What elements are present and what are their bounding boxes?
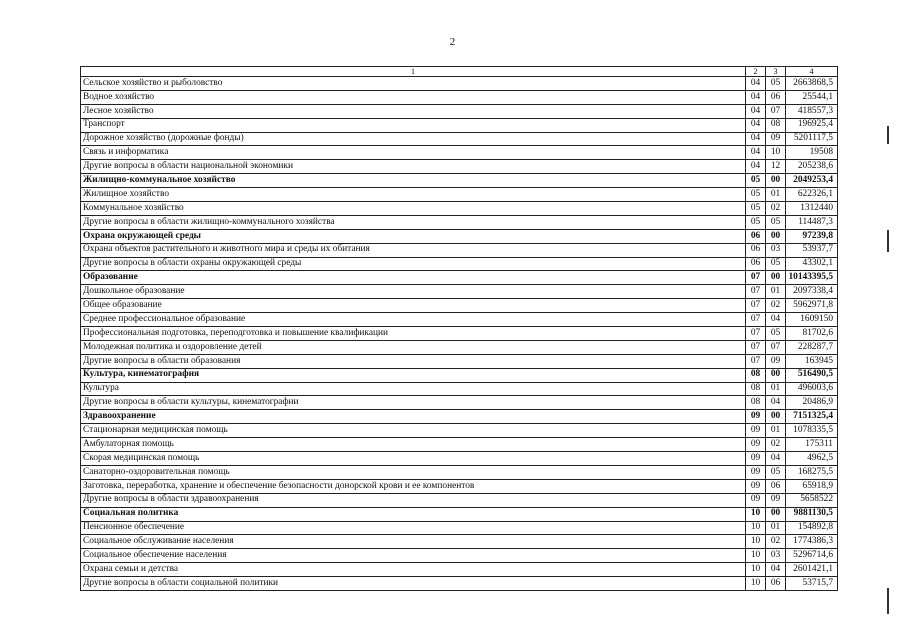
page-number: 2 bbox=[449, 36, 456, 48]
row-subsection-code: 04 bbox=[766, 452, 786, 466]
row-subsection-code: 05 bbox=[766, 215, 786, 229]
row-section-code: 06 bbox=[746, 229, 766, 243]
row-name: Скорая медицинская помощь bbox=[81, 452, 746, 466]
row-amount: 5201117,5 bbox=[786, 132, 838, 146]
table-row bbox=[81, 438, 838, 452]
table-row bbox=[81, 160, 838, 174]
row-name: Сельское хозяйство и рыболовство bbox=[81, 77, 746, 91]
row-name: Другие вопросы в области здравоохранения bbox=[81, 493, 746, 507]
row-subsection-code: 00 bbox=[766, 410, 786, 424]
row-subsection-code: 10 bbox=[766, 146, 786, 160]
row-name: Другие вопросы в области культуры, кинематографии bbox=[81, 396, 746, 410]
row-name: Охрана семьи и детства bbox=[81, 563, 746, 577]
row-section-code: 09 bbox=[746, 479, 766, 493]
row-subsection-code: 07 bbox=[766, 104, 786, 118]
row-section-code: 04 bbox=[746, 118, 766, 132]
row-section-code: 09 bbox=[746, 493, 766, 507]
scan-mark bbox=[887, 588, 889, 614]
row-name: Другие вопросы в области охраны окружающей среды bbox=[81, 257, 746, 271]
row-section-code: 10 bbox=[746, 549, 766, 563]
table-row bbox=[81, 299, 838, 313]
row-subsection-code: 00 bbox=[766, 368, 786, 382]
table-row bbox=[81, 368, 838, 382]
row-section-code: 04 bbox=[746, 132, 766, 146]
table-row bbox=[81, 77, 838, 91]
row-name: Другие вопросы в области социальной политики bbox=[81, 577, 746, 591]
row-section-code: 09 bbox=[746, 452, 766, 466]
row-amount: 19508 bbox=[786, 146, 838, 160]
row-amount: 4962,5 bbox=[786, 452, 838, 466]
table-row bbox=[81, 549, 838, 563]
row-subsection-code: 09 bbox=[766, 493, 786, 507]
row-section-code: 07 bbox=[746, 354, 766, 368]
table-row bbox=[81, 563, 838, 577]
header-col-subsection: 3 bbox=[766, 67, 786, 77]
row-amount: 496003,6 bbox=[786, 382, 838, 396]
row-subsection-code: 05 bbox=[766, 327, 786, 341]
row-section-code: 09 bbox=[746, 424, 766, 438]
row-name: Здравоохранение bbox=[81, 410, 746, 424]
row-name: Среднее профессиональное образование bbox=[81, 313, 746, 327]
row-subsection-code: 00 bbox=[766, 174, 786, 188]
row-amount: 1078335,5 bbox=[786, 424, 838, 438]
row-amount: 163945 bbox=[786, 354, 838, 368]
row-section-code: 07 bbox=[746, 299, 766, 313]
row-section-code: 05 bbox=[746, 174, 766, 188]
row-name: Амбулаторная помощь bbox=[81, 438, 746, 452]
table-row bbox=[81, 507, 838, 521]
row-subsection-code: 00 bbox=[766, 271, 786, 285]
row-amount: 2663868,5 bbox=[786, 77, 838, 91]
row-name: Коммунальное хозяйство bbox=[81, 202, 746, 216]
row-amount: 9881130,5 bbox=[786, 507, 838, 521]
table-header-row bbox=[81, 67, 838, 77]
row-subsection-code: 09 bbox=[766, 354, 786, 368]
row-amount: 97239,8 bbox=[786, 229, 838, 243]
row-name: Общее образование bbox=[81, 299, 746, 313]
table-row bbox=[81, 243, 838, 257]
table-row bbox=[81, 90, 838, 104]
row-amount: 25544,1 bbox=[786, 90, 838, 104]
row-section-code: 08 bbox=[746, 382, 766, 396]
row-amount: 114487,3 bbox=[786, 215, 838, 229]
table-row bbox=[81, 174, 838, 188]
row-amount: 2601421,1 bbox=[786, 563, 838, 577]
row-name: Культура bbox=[81, 382, 746, 396]
row-name: Санаторно-оздоровительная помощь bbox=[81, 465, 746, 479]
row-subsection-code: 02 bbox=[766, 535, 786, 549]
header-col-name: 1 bbox=[81, 67, 746, 77]
row-amount: 516490,5 bbox=[786, 368, 838, 382]
table-row bbox=[81, 257, 838, 271]
row-name: Лесное хозяйство bbox=[81, 104, 746, 118]
row-section-code: 09 bbox=[746, 465, 766, 479]
row-section-code: 09 bbox=[746, 410, 766, 424]
row-name: Дорожное хозяйство (дорожные фонды) bbox=[81, 132, 746, 146]
row-amount: 81702,6 bbox=[786, 327, 838, 341]
row-subsection-code: 04 bbox=[766, 396, 786, 410]
row-amount: 418557,3 bbox=[786, 104, 838, 118]
row-amount: 5962971,8 bbox=[786, 299, 838, 313]
row-section-code: 06 bbox=[746, 257, 766, 271]
row-section-code: 04 bbox=[746, 77, 766, 91]
row-name: Охрана окружающей среды bbox=[81, 229, 746, 243]
row-section-code: 05 bbox=[746, 202, 766, 216]
row-name: Социальное обслуживание населения bbox=[81, 535, 746, 549]
row-amount: 1774386,3 bbox=[786, 535, 838, 549]
row-section-code: 06 bbox=[746, 243, 766, 257]
table-row bbox=[81, 229, 838, 243]
row-amount: 622326,1 bbox=[786, 188, 838, 202]
table-row bbox=[81, 577, 838, 591]
row-name: Охрана объектов растительного и животного мира и среды их обитания bbox=[81, 243, 746, 257]
row-subsection-code: 05 bbox=[766, 257, 786, 271]
row-section-code: 10 bbox=[746, 507, 766, 521]
table-row bbox=[81, 424, 838, 438]
table-row bbox=[81, 132, 838, 146]
row-subsection-code: 04 bbox=[766, 313, 786, 327]
table-row bbox=[81, 285, 838, 299]
row-subsection-code: 01 bbox=[766, 188, 786, 202]
row-amount: 65918,9 bbox=[786, 479, 838, 493]
row-name: Молодежная политика и оздоровление детей bbox=[81, 340, 746, 354]
row-amount: 196925,4 bbox=[786, 118, 838, 132]
row-amount: 43302,1 bbox=[786, 257, 838, 271]
row-name: Стационарная медицинская помощь bbox=[81, 424, 746, 438]
row-amount: 7151325,4 bbox=[786, 410, 838, 424]
row-name: Связь и информатика bbox=[81, 146, 746, 160]
row-section-code: 04 bbox=[746, 146, 766, 160]
row-section-code: 10 bbox=[746, 563, 766, 577]
row-section-code: 07 bbox=[746, 327, 766, 341]
row-subsection-code: 03 bbox=[766, 243, 786, 257]
row-section-code: 05 bbox=[746, 188, 766, 202]
row-amount: 175311 bbox=[786, 438, 838, 452]
row-section-code: 09 bbox=[746, 438, 766, 452]
table-row bbox=[81, 313, 838, 327]
row-amount: 2097338,4 bbox=[786, 285, 838, 299]
row-section-code: 08 bbox=[746, 368, 766, 382]
row-subsection-code: 06 bbox=[766, 577, 786, 591]
row-amount: 205238,6 bbox=[786, 160, 838, 174]
row-section-code: 05 bbox=[746, 215, 766, 229]
row-section-code: 04 bbox=[746, 104, 766, 118]
table-row bbox=[81, 271, 838, 285]
table-row bbox=[81, 104, 838, 118]
row-section-code: 04 bbox=[746, 90, 766, 104]
row-name: Социальная политика bbox=[81, 507, 746, 521]
row-section-code: 04 bbox=[746, 160, 766, 174]
scan-mark bbox=[887, 126, 889, 144]
row-subsection-code: 01 bbox=[766, 424, 786, 438]
row-subsection-code: 06 bbox=[766, 479, 786, 493]
row-subsection-code: 02 bbox=[766, 202, 786, 216]
row-section-code: 10 bbox=[746, 521, 766, 535]
row-section-code: 07 bbox=[746, 313, 766, 327]
row-amount: 2049253,4 bbox=[786, 174, 838, 188]
header-col-section: 2 bbox=[746, 67, 766, 77]
row-subsection-code: 08 bbox=[766, 118, 786, 132]
row-amount: 5658522 bbox=[786, 493, 838, 507]
row-section-code: 08 bbox=[746, 396, 766, 410]
row-name: Культура, кинематография bbox=[81, 368, 746, 382]
row-name: Другие вопросы в области национальной экономики bbox=[81, 160, 746, 174]
row-subsection-code: 00 bbox=[766, 229, 786, 243]
row-subsection-code: 03 bbox=[766, 549, 786, 563]
row-amount: 53937,7 bbox=[786, 243, 838, 257]
row-name: Пенсионное обеспечение bbox=[81, 521, 746, 535]
row-section-code: 07 bbox=[746, 340, 766, 354]
row-subsection-code: 05 bbox=[766, 77, 786, 91]
row-subsection-code: 06 bbox=[766, 90, 786, 104]
row-name: Дошкольное образование bbox=[81, 285, 746, 299]
row-section-code: 10 bbox=[746, 535, 766, 549]
row-name: Социальное обеспечение населения bbox=[81, 549, 746, 563]
row-subsection-code: 02 bbox=[766, 438, 786, 452]
row-subsection-code: 00 bbox=[766, 507, 786, 521]
table-row bbox=[81, 354, 838, 368]
table-row bbox=[81, 118, 838, 132]
table-row bbox=[81, 479, 838, 493]
row-amount: 53715,7 bbox=[786, 577, 838, 591]
table-row bbox=[81, 146, 838, 160]
row-name: Другие вопросы в области образования bbox=[81, 354, 746, 368]
table-row bbox=[81, 396, 838, 410]
table-row bbox=[81, 521, 838, 535]
row-name: Жилищное хозяйство bbox=[81, 188, 746, 202]
budget-table bbox=[80, 66, 838, 591]
row-section-code: 07 bbox=[746, 285, 766, 299]
table-row bbox=[81, 202, 838, 216]
row-subsection-code: 01 bbox=[766, 521, 786, 535]
row-name: Транспорт bbox=[81, 118, 746, 132]
row-subsection-code: 12 bbox=[766, 160, 786, 174]
table-row bbox=[81, 188, 838, 202]
row-name: Заготовка, переработка, хранение и обеспечение безопасности донорской крови и ее компонентов bbox=[81, 479, 746, 493]
row-subsection-code: 07 bbox=[766, 340, 786, 354]
row-subsection-code: 02 bbox=[766, 299, 786, 313]
table-row bbox=[81, 215, 838, 229]
table-row bbox=[81, 340, 838, 354]
row-name: Водное хозяйство bbox=[81, 90, 746, 104]
table-row bbox=[81, 382, 838, 396]
row-subsection-code: 04 bbox=[766, 563, 786, 577]
table-row bbox=[81, 493, 838, 507]
row-subsection-code: 05 bbox=[766, 465, 786, 479]
scan-mark bbox=[887, 230, 889, 252]
table-row bbox=[81, 465, 838, 479]
header-col-amount: 4 bbox=[786, 67, 838, 77]
row-subsection-code: 01 bbox=[766, 382, 786, 396]
table-row bbox=[81, 410, 838, 424]
row-amount: 154892,8 bbox=[786, 521, 838, 535]
table-row bbox=[81, 535, 838, 549]
row-amount: 1609150 bbox=[786, 313, 838, 327]
row-subsection-code: 01 bbox=[766, 285, 786, 299]
row-subsection-code: 09 bbox=[766, 132, 786, 146]
row-section-code: 10 bbox=[746, 577, 766, 591]
row-name: Другие вопросы в области жилищно-коммунального хозяйства bbox=[81, 215, 746, 229]
row-amount: 20486,9 bbox=[786, 396, 838, 410]
row-amount: 5296714,6 bbox=[786, 549, 838, 563]
row-section-code: 07 bbox=[746, 271, 766, 285]
row-name: Жилищно-коммунальное хозяйство bbox=[81, 174, 746, 188]
table-row bbox=[81, 452, 838, 466]
row-amount: 10143395,5 bbox=[786, 271, 838, 285]
row-amount: 1312440 bbox=[786, 202, 838, 216]
row-amount: 228287,7 bbox=[786, 340, 838, 354]
budget-table-body bbox=[81, 67, 838, 591]
row-amount: 168275,5 bbox=[786, 465, 838, 479]
row-name: Профессиональная подготовка, переподготовка и повышение квалификации bbox=[81, 327, 746, 341]
row-name: Образование bbox=[81, 271, 746, 285]
table-row bbox=[81, 327, 838, 341]
